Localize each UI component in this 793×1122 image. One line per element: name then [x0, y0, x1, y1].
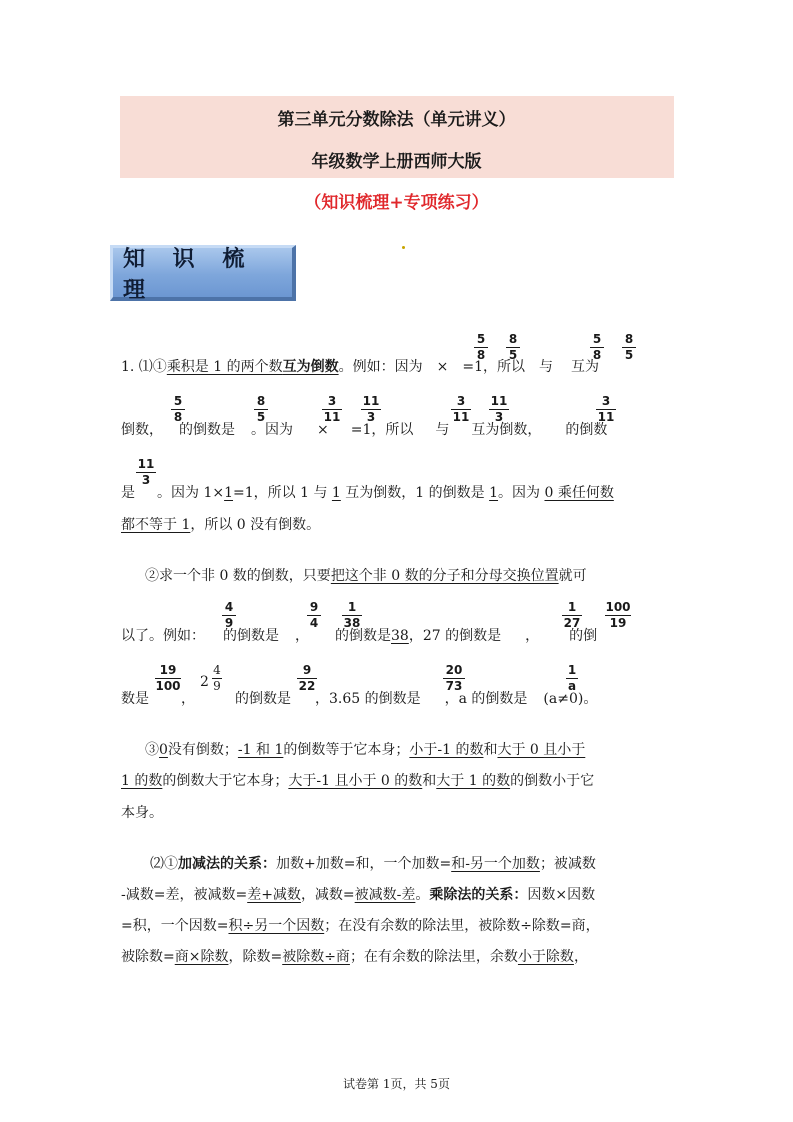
fraction-8-5: 8 5	[506, 333, 520, 362]
page-title-line2: 年级数学上册西师大版	[311, 152, 482, 172]
page-footer: 试卷第 1页，共 5页	[343, 1077, 450, 1091]
paragraph4-line4: 被除数=商×除数，除数=被除数÷商；在有余数的除法里，余数小于除数，	[121, 949, 588, 965]
paragraph1-line1: 1. ⑴①乘积是 1 的两个数互为倒数。例如：因为 × =1，所以 与 互为	[121, 359, 599, 375]
paragraph1-line2: 倒数， 的倒数是 。因为 × =1，所以 与 互为倒数， 的倒数	[121, 422, 608, 438]
paragraph4-line3: =积，一个因数=积÷另一个因数；在没有余数的除法里，被除数÷除数=商，	[121, 918, 600, 934]
section-badge-label: 知 识 梳 理	[123, 245, 255, 303]
paragraph1-line4: 都不等于 1，所以 0 没有倒数。	[121, 517, 321, 533]
paragraph1-line3: 是 。因为 1×1=1，所以 1 与 1 互为倒数，1 的倒数是 1。因为 0 乘任何数	[121, 485, 614, 501]
fraction-19-100: 19 100	[155, 663, 181, 693]
fraction-11-3: 11 3	[362, 394, 380, 424]
paragraph2-line1: ②求一个非 0 数的倒数，只要把这个非 0 数的分子和分母交换位置就可	[145, 568, 587, 584]
fraction-5-8: 5 8	[171, 395, 185, 424]
section-badge	[110, 245, 296, 301]
fraction-8-5: 8 5	[622, 333, 636, 362]
paragraph3-line1: ③0没有倒数；-1 和 1的倒数等于它本身；小于-1 的数和大于 0 且小于	[145, 742, 586, 758]
fraction-1-38: 1 38	[343, 600, 361, 630]
fraction-100-19: 100 19	[605, 600, 631, 630]
fraction-3-11: 3 11	[323, 394, 341, 424]
fraction-5-8: 5 8	[590, 333, 604, 362]
paragraph2-line3: 数是 ， 的倒数是 ，3.65 的倒数是 ，a 的倒数是 (a≠0)。	[121, 691, 598, 707]
fraction-3-11: 3 11	[597, 394, 615, 424]
paragraph3-line3: 本身。	[121, 805, 163, 821]
page-title: 第三单元分数除法（单元讲义）	[277, 110, 516, 130]
fraction-11-3: 11 3	[137, 457, 155, 487]
fraction-4-9: 4 9	[222, 601, 236, 630]
paragraph3-line2: 1 的数的倒数大于它本身；大于-1 且小于 0 的数和大于 1 的数的倒数小于它	[121, 773, 595, 789]
paragraph4-line2: -减数=差，被减数=差+减数，减数=被减数-差。乘除法的关系：因数×因数	[121, 887, 596, 903]
decorative-dot	[402, 246, 405, 249]
fraction-11-3: 11 3	[490, 394, 508, 424]
fraction-1-27: 1 27	[563, 600, 581, 630]
fraction-3-11: 3 11	[452, 394, 470, 424]
fraction-1-a: 1 a	[567, 663, 577, 693]
page-subtitle: （知识梳理+专项练习）	[304, 193, 489, 213]
fraction-20-73: 20 73	[443, 664, 465, 693]
fraction-5-8: 5 8	[474, 333, 488, 362]
paragraph4-line1: ⑵①加减法的关系：加数+加数=和，一个加数=和-另一个加数；被减数	[150, 856, 596, 872]
fraction-8-5: 8 5	[254, 395, 268, 424]
paragraph2-line2: 以了。例如： 的倒数是 ， 的倒数是38，27 的倒数是 ， 的倒	[121, 628, 598, 644]
fraction-9-22: 9 22	[298, 663, 316, 693]
fraction-9-4: 9 4	[307, 601, 321, 630]
